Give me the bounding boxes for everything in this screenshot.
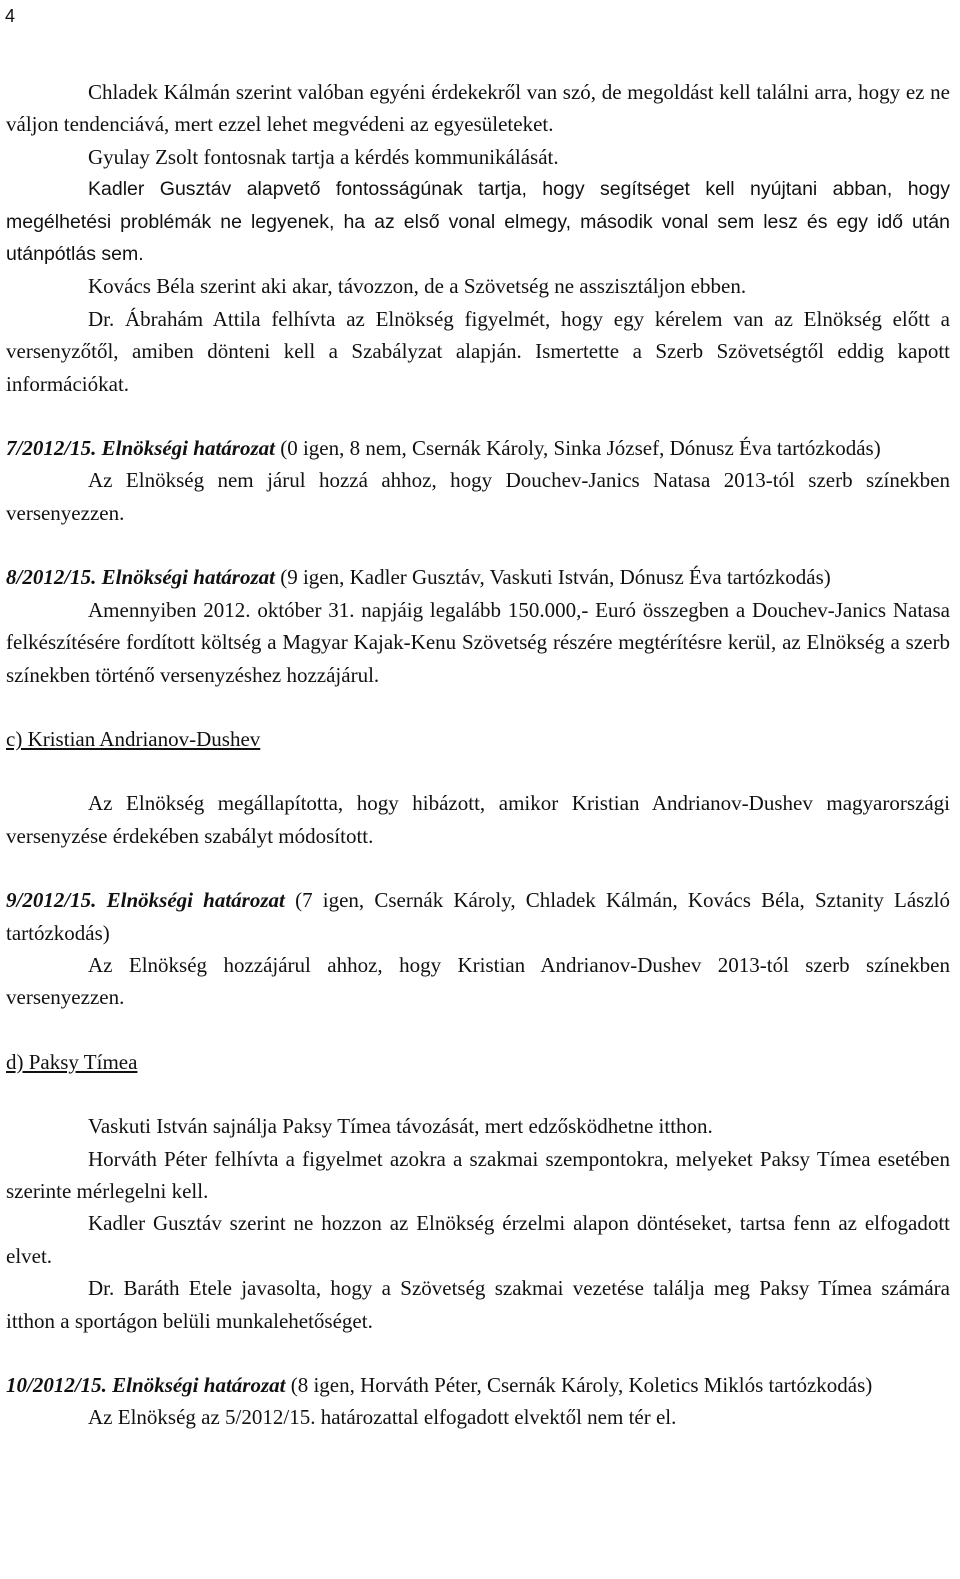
section-c-heading: c) Kristian Andrianov-Dushev	[6, 726, 261, 751]
spacer	[6, 852, 950, 884]
resolution-title: Elnökségi határozat	[112, 1373, 286, 1397]
resolution-number: 8/2012/15.	[6, 565, 97, 590]
resolution-votes: (8 igen, Horváth Péter, Csernák Károly, Koletics Miklós tartózkodás)	[290, 1373, 873, 1397]
section-d-kadler: Kadler Gusztáv szerint ne hozzon az Elnökség érzelmi alapon döntéseket, tartsa fenn az elfogadott elvet.	[6, 1211, 950, 1268]
resolution-votes: (7 igen, Csernák Károly, Chladek Kálmán, Kovács Béla, Sztanity László tartózkodás)	[6, 888, 951, 945]
resolution-votes: (0 igen, 8 nem, Csernák Károly, Sinka József, Dónusz Éva tartózkodás)	[280, 436, 881, 461]
resolution-number: 10/2012/15.	[6, 1373, 107, 1397]
spacer	[6, 755, 950, 787]
paragraph-abraham: Dr. Ábrahám Attila felhívta az Elnökség figyelmét, hogy egy kérelem van az Elnökség előtt a versenyzőtől, amiben dönteni kell a Szabályzat alapján. Ismertette a Szerb Szövetségtől eddig kapott információkat.	[6, 306, 950, 396]
section-c-text: Az Elnökség megállapította, hogy hibázott, amikor Kristian Andrianov-Dushev magyarországi versenyzése érdekében szabályt módosított.	[6, 791, 950, 848]
paragraph-gyulay: Gyulay Zsolt fontosnak tartja a kérdés kommunikálását.	[88, 144, 559, 169]
resolution-8-text: Amennyiben 2012. október 31. napjáig legalább 150.000,- Euró összegben a Douchev-Janics Natasa felkészítésére fordított költség a Magyar Kajak-Kenu Szövetség részére megtérítésre kerül, az Elnökség a szerb színekben történő versenyzéshez hozzájárul.	[6, 597, 950, 687]
resolution-title: Elnökségi határozat	[106, 888, 285, 913]
resolution-number: 7/2012/15.	[6, 436, 97, 461]
resolution-7-header	[6, 432, 950, 464]
resolution-votes: (9 igen, Kadler Gusztáv, Vaskuti István, Dónusz Éva tartózkodás)	[280, 565, 831, 590]
section-d-barath: Dr. Baráth Etele javasolta, hogy a Szövetség szakmai vezetése találja meg Paksy Tímea számára itthon a sportágon belüli munkalehetőséget.	[6, 1276, 950, 1333]
spacer	[6, 529, 950, 561]
resolution-title: Elnökségi határozat	[101, 436, 275, 461]
section-d-vaskuti: Vaskuti István sajnálja Paksy Tímea távozását, mert edzősködhetne itthon.	[88, 1114, 713, 1139]
spacer	[6, 400, 950, 432]
spacer	[6, 1078, 950, 1110]
resolution-number: 9/2012/15.	[6, 888, 97, 913]
resolution-title: Elnökségi határozat	[101, 565, 275, 590]
resolution-8-header	[6, 561, 950, 593]
paragraph-kadler: Kadler Gusztáv alapvető fontosságúnak tartja, hogy segítséget kell nyújtani abban, hogy megélhetési problémák ne legyenek, ha az első vonal elmegy, második vonal sem lesz és egy idő után utánpótlás sem.	[6, 178, 950, 266]
section-d-heading: d) Paksy Tímea	[6, 1049, 138, 1074]
spacer	[6, 1014, 950, 1046]
resolution-9-text: Az Elnökség hozzájárul ahhoz, hogy Kristian Andrianov-Dushev 2013-tól szerb színekben versenyezzen.	[6, 952, 950, 1010]
resolution-10-text: Az Elnökség az 5/2012/15. határozattal elfogadott elvektől nem tér el.	[88, 1405, 677, 1430]
resolution-9-header	[6, 884, 950, 949]
spacer	[6, 691, 950, 723]
paragraph-kovacs: Kovács Béla szerint aki akar, távozzon, de a Szövetség ne asszisztáljon ebben.	[88, 274, 747, 299]
section-d-horvath: Horváth Péter felhívta a figyelmet azokra a szakmai szempontokra, melyeket Paksy Tímea esetében szerinte mérlegelni kell.	[6, 1146, 950, 1203]
document-body	[6, 76, 950, 1434]
page-number: 4	[5, 6, 16, 26]
resolution-7-text: Az Elnökség nem járul hozzá ahhoz, hogy Douchev-Janics Natasa 2013-tól szerb színekben versenyezzen.	[6, 468, 950, 525]
paragraph-chladek: Chladek Kálmán szerint valóban egyéni érdekekről van szó, de megoldást kell találni arra, hogy ez ne váljon tendenciává, mert ezzel lehet megvédeni az egyesületeket.	[6, 80, 950, 137]
spacer	[6, 1337, 950, 1369]
resolution-10-header	[6, 1369, 950, 1401]
